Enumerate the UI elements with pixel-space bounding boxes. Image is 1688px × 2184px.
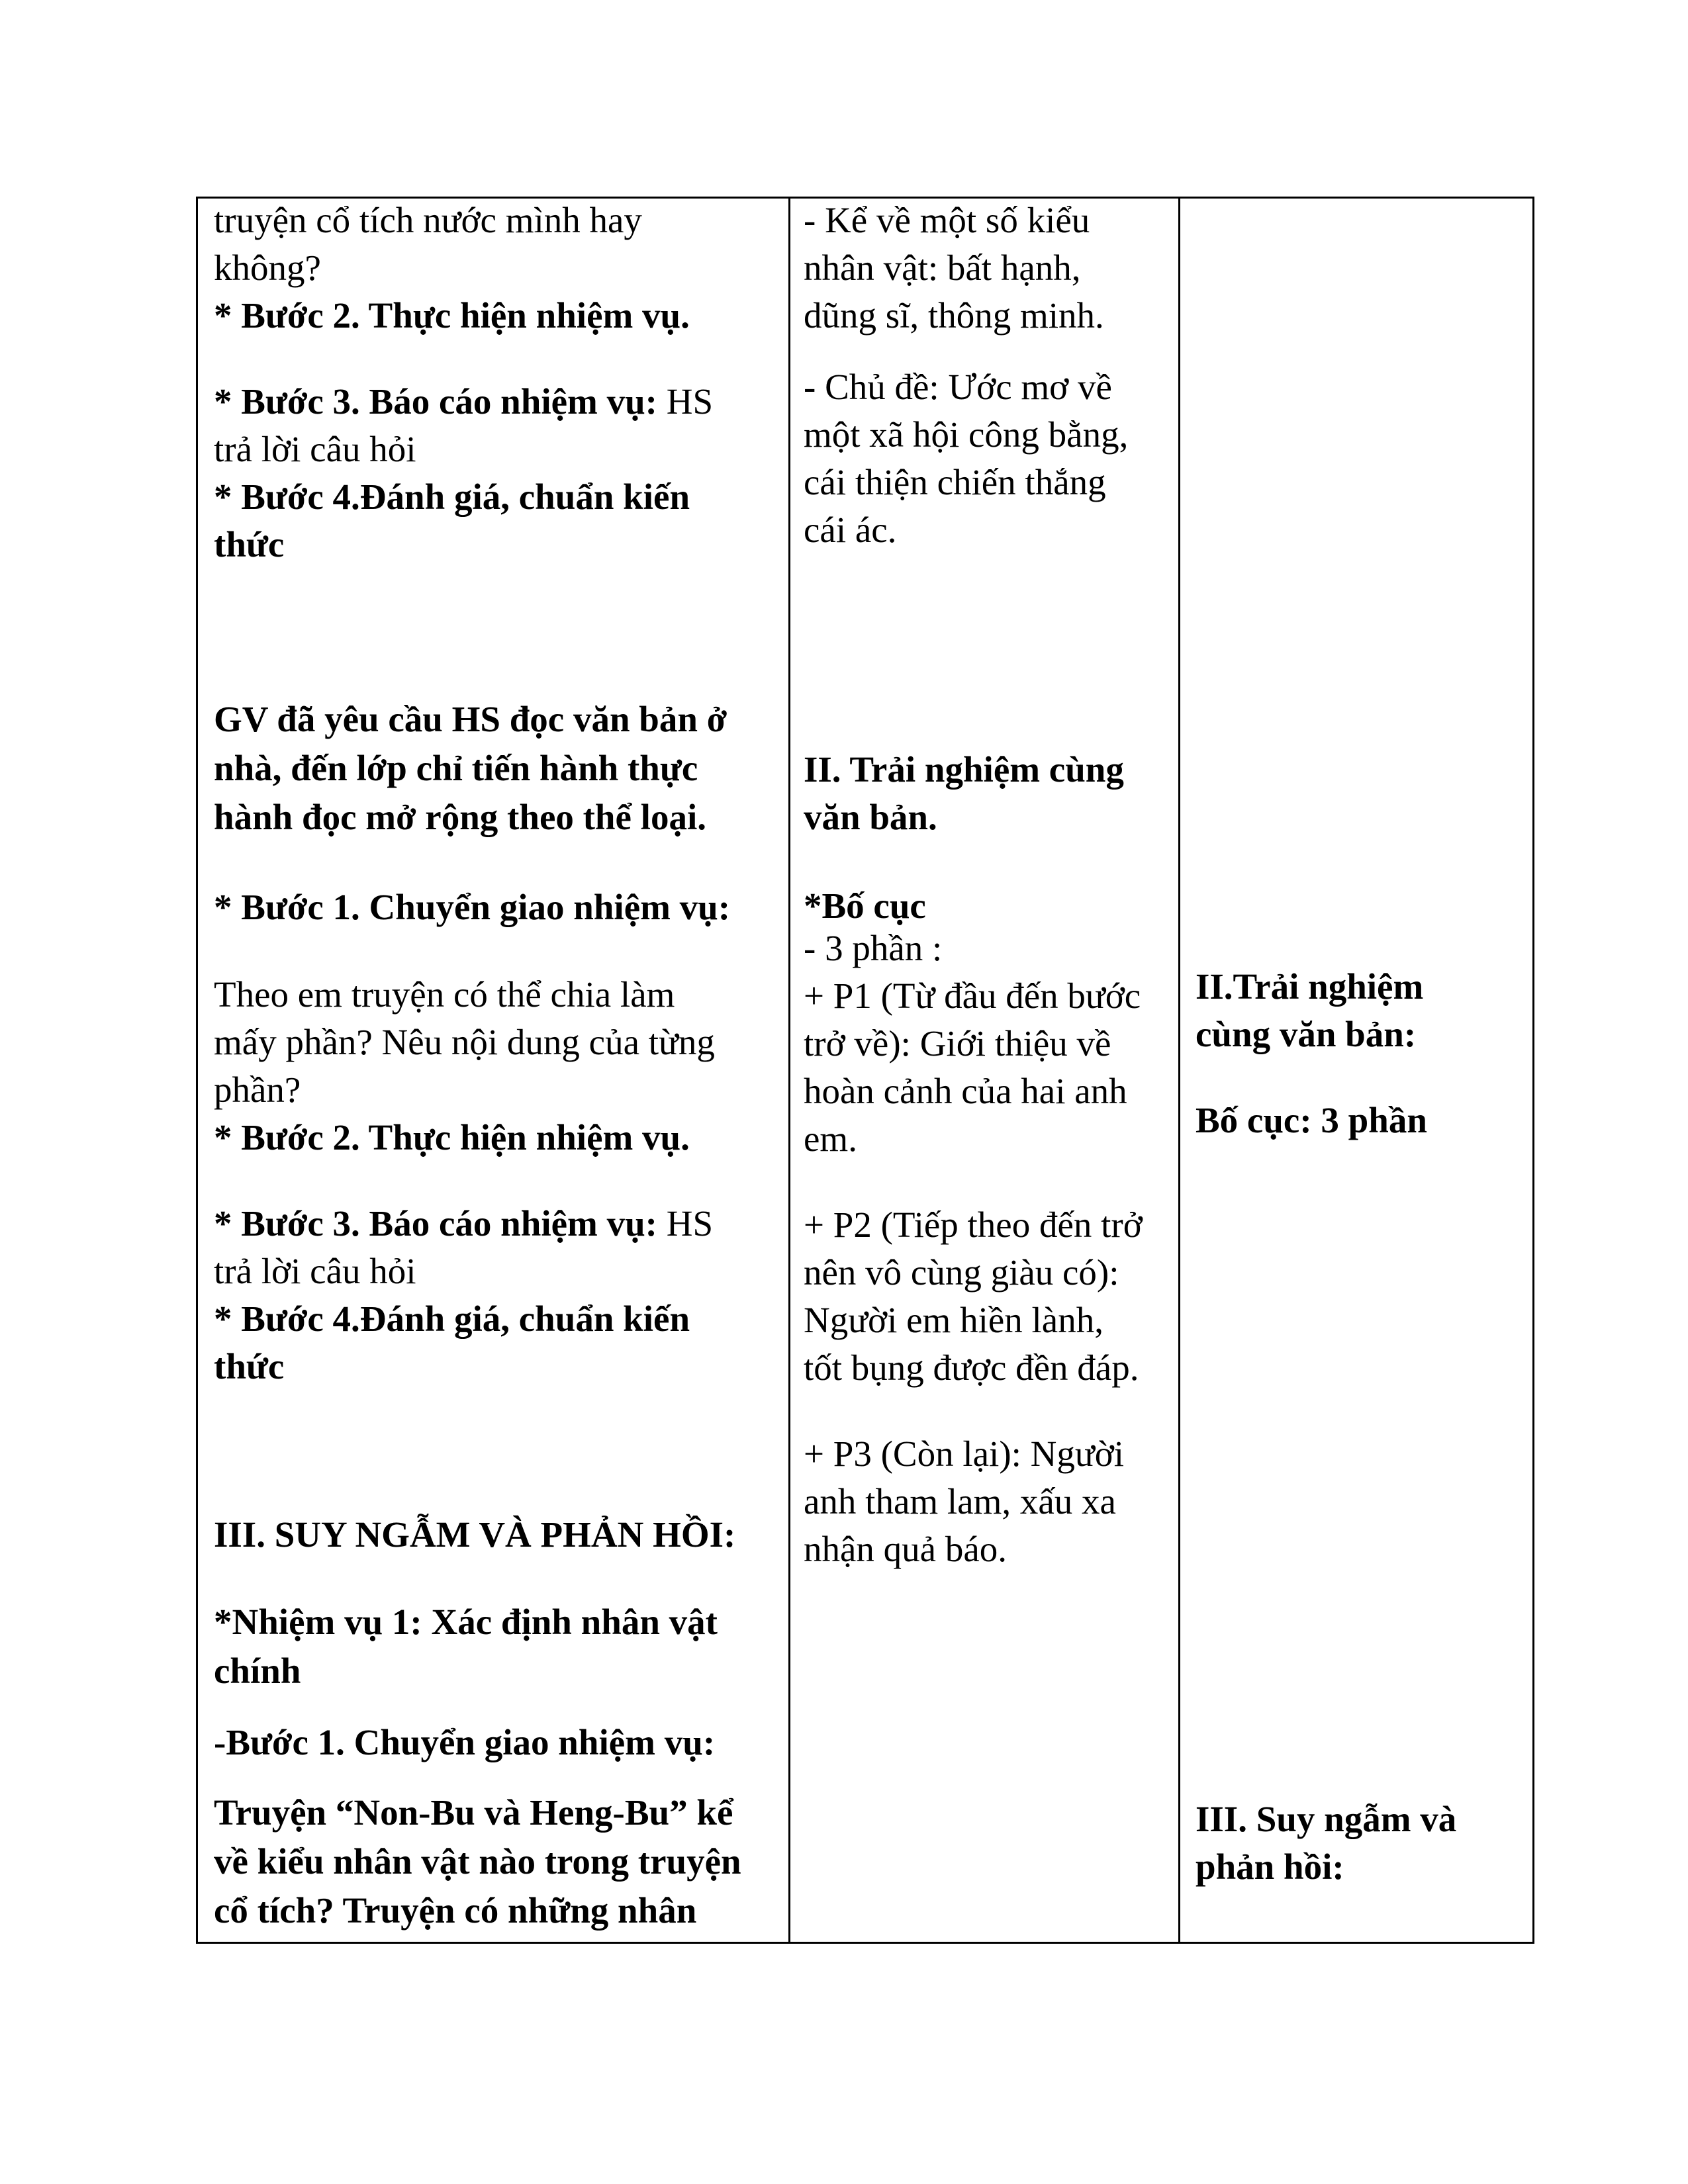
- step-4-heading: thức: [214, 1346, 285, 1387]
- step-2-heading: * Bước 2. Thực hiện nhiệm vụ.: [214, 1117, 690, 1158]
- character-types: - Kể về một số kiểu: [804, 200, 1090, 240]
- summary-column: [1180, 199, 1534, 1942]
- step-3-heading: [214, 378, 713, 426]
- activities-column: [198, 199, 788, 1942]
- question-text: về kiểu nhân vật nào trong truyện: [214, 1841, 741, 1882]
- part-2-text: Người em hiền lành,: [804, 1300, 1103, 1340]
- part-3-text: + P3 (Còn lại): Người: [804, 1433, 1125, 1474]
- step-4-heading: * Bước 4.Đánh giá, chuẩn kiến: [214, 1298, 690, 1339]
- part-1-text: em.: [804, 1118, 857, 1159]
- character-types: nhân vật: bất hạnh,: [804, 248, 1081, 288]
- part-1-text: hoàn cảnh của hai anh: [804, 1071, 1127, 1111]
- step-1-heading: * Bước 1. Chuyển giao nhiệm vụ:: [214, 887, 731, 927]
- character-types: dũng sĩ, thông minh.: [804, 295, 1104, 336]
- task-1-heading: chính: [214, 1651, 301, 1691]
- step-3-text: HS: [657, 1203, 714, 1244]
- teacher-instruction: nhà, đến lớp chỉ tiến hành thực: [214, 748, 698, 788]
- structure-summary: Bố cục: 3 phần: [1196, 1100, 1427, 1140]
- step-3-heading: [214, 1200, 713, 1248]
- question-continuation: truyện cổ tích nước mình hay: [214, 200, 642, 240]
- step-3-text: trả lời câu hỏi: [214, 429, 416, 469]
- step-3-text: HS: [657, 381, 714, 422]
- part-2-text: nên vô cùng giàu có):: [804, 1252, 1119, 1293]
- step-3-label: * Bước 3. Báo cáo nhiệm vụ:: [214, 1203, 657, 1244]
- part-2-text: tốt bụng được đền đáp.: [804, 1347, 1139, 1388]
- step-4-heading: thức: [214, 524, 285, 565]
- outcomes-column: [790, 199, 1178, 1942]
- step-3-text: trả lời câu hỏi: [214, 1251, 416, 1291]
- question-text: Truyện “Non-Bu và Heng-Bu” kể: [214, 1792, 733, 1833]
- part-2-text: + P2 (Tiếp theo đến trở: [804, 1205, 1143, 1245]
- step-1-heading: -Bước 1. Chuyển giao nhiệm vụ:: [214, 1722, 716, 1762]
- part-1-text: + P1 (Từ đầu đến bước: [804, 976, 1141, 1016]
- section-3-summary: phản hồi:: [1196, 1846, 1344, 1887]
- theme-text: - Chủ đề: Ước mơ về: [804, 367, 1112, 407]
- section-2-summary: II.Trải nghiệm: [1196, 966, 1424, 1007]
- teacher-instruction: GV đã yêu cầu HS đọc văn bản ở: [214, 699, 727, 739]
- part-1-text: trở về): Giới thiệu về: [804, 1023, 1111, 1064]
- teacher-instruction: hành đọc mở rộng theo thể loại.: [214, 797, 706, 837]
- step-4-heading: * Bước 4.Đánh giá, chuẩn kiến: [214, 477, 690, 517]
- section-3-heading: III. SUY NGẪM VÀ PHẢN HỒI:: [214, 1514, 736, 1555]
- section-2-heading: văn bản.: [804, 797, 937, 837]
- structure-count: - 3 phần :: [804, 928, 943, 968]
- structure-heading: *Bố cục: [804, 886, 926, 926]
- question-text: cổ tích? Truyện có những nhân: [214, 1890, 697, 1931]
- task-1-heading: *Nhiệm vụ 1: Xác định nhân vật: [214, 1602, 718, 1642]
- question-text: mấy phần? Nêu nội dung của từng: [214, 1022, 715, 1062]
- question-text: phần?: [214, 1069, 301, 1110]
- theme-text: cái ác.: [804, 510, 897, 550]
- theme-text: cái thiện chiến thắng: [804, 462, 1106, 502]
- lesson-table: [196, 197, 1534, 1944]
- section-3-summary: III. Suy ngẫm và: [1196, 1799, 1457, 1839]
- part-3-text: anh tham lam, xấu xa: [804, 1481, 1116, 1522]
- question-text: Theo em truyện có thể chia làm: [214, 974, 675, 1015]
- step-3-label: * Bước 3. Báo cáo nhiệm vụ:: [214, 381, 657, 422]
- section-2-summary: cùng văn bản:: [1196, 1014, 1417, 1054]
- step-2-heading: * Bước 2. Thực hiện nhiệm vụ.: [214, 295, 690, 336]
- theme-text: một xã hội công bằng,: [804, 414, 1129, 455]
- section-2-heading: II. Trải nghiệm cùng: [804, 749, 1124, 790]
- question-continuation: không?: [214, 248, 321, 288]
- part-3-text: nhận quả báo.: [804, 1529, 1007, 1569]
